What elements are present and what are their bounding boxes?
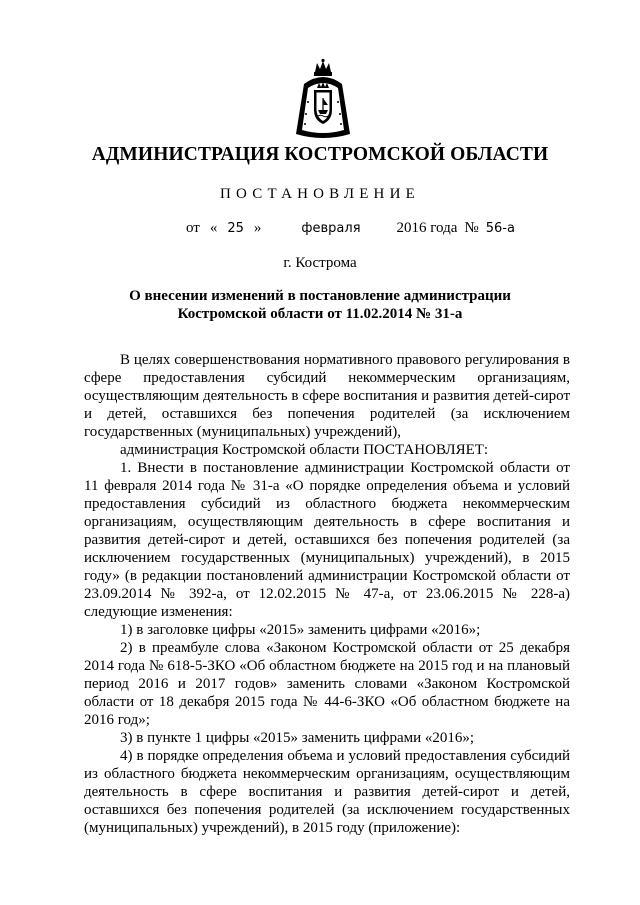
body-paragraph: 3) в пункте 1 цифры «2015» заменить цифрами «2016»; — [120, 730, 475, 746]
city-name: г. Кострома — [283, 255, 357, 271]
organization-title: АДМИНИСТРАЦИЯ КОСТРОМСКОЙ ОБЛАСТИ — [91, 144, 549, 165]
coat-of-arms-icon — [292, 58, 354, 140]
date-month: февраля — [301, 221, 361, 236]
subject-line-1: О внесении изменений в постановление администрации — [129, 288, 511, 304]
date-close-quote: » — [253, 220, 262, 236]
date-prefix: от — [186, 220, 200, 236]
number-sign: № — [464, 220, 479, 236]
body-paragraph: 1) в заголовке цифры «2015» заменить цифрами «2016»; — [120, 622, 481, 638]
body-paragraph: 4) в порядке определения объема и условий предоставления субсидий из областного бюджета некоммерческим организациям, осуществляющим деятельность в сфере воспитания и развития детей-сирот и детей, оставшихся без попечения родителей (за исключением государственных (муниципальных) учреждений), в 2015 году (приложение): — [84, 748, 570, 836]
document-number: 56-а — [485, 221, 515, 236]
date-number-line — [186, 220, 515, 240]
body-paragraph: администрация Костромской области ПОСТАНОВЛЯЕТ: — [120, 442, 489, 458]
document-type: ПОСТАНОВЛЕНИЕ — [220, 186, 420, 202]
body-paragraph: 2) в преамбуле слова «Законом Костромской области от 25 декабря 2014 года № 618-5-ЗКО «Об областном бюджете на 2015 год и на плановый период 2016 и 2017 годов» заменить словами «Законом Костромской области от 18 декабря 2015 года № 44-6-ЗКО «Об областном бюджете на 2016 год»; — [84, 640, 570, 728]
document-body — [84, 351, 570, 837]
date-day: 25 — [227, 221, 244, 236]
date-open-quote: « — [209, 220, 218, 236]
document-subject — [100, 287, 540, 323]
body-paragraph: 1. Внести в постановление администрации Костромской области от 11 февраля 2014 года № 31-а «О порядке определения объема и условий предоставления субсидий из областного бюджета некоммерческим организациям, осуществляющим деятельность в сфере воспитания и развития детей-сирот и детей, оставшихся без попечения родителей (за исключением государственных (муниципальных) учреждений), в 2015 году» (в редакции постановлений администрации Костромской области от 23.09.2014 № 392-а, от 12.02.2015 № 47-а, от 23.06.2015 № 228-а) следующие изменения: — [84, 460, 570, 620]
body-paragraph: В целях совершенствования нормативного правового регулирования в сфере предоставления субсидий некоммерческим организациям, осуществляющим деятельность в сфере воспитания и развития детей-сирот и детей, оставшихся без попечения родителей (за исключением государственных (муниципальных) учреждений), — [84, 352, 570, 440]
subject-line-2: Костромской области от 11.02.2014 № 31-а — [177, 306, 463, 322]
date-year: 2016 года — [396, 220, 458, 236]
